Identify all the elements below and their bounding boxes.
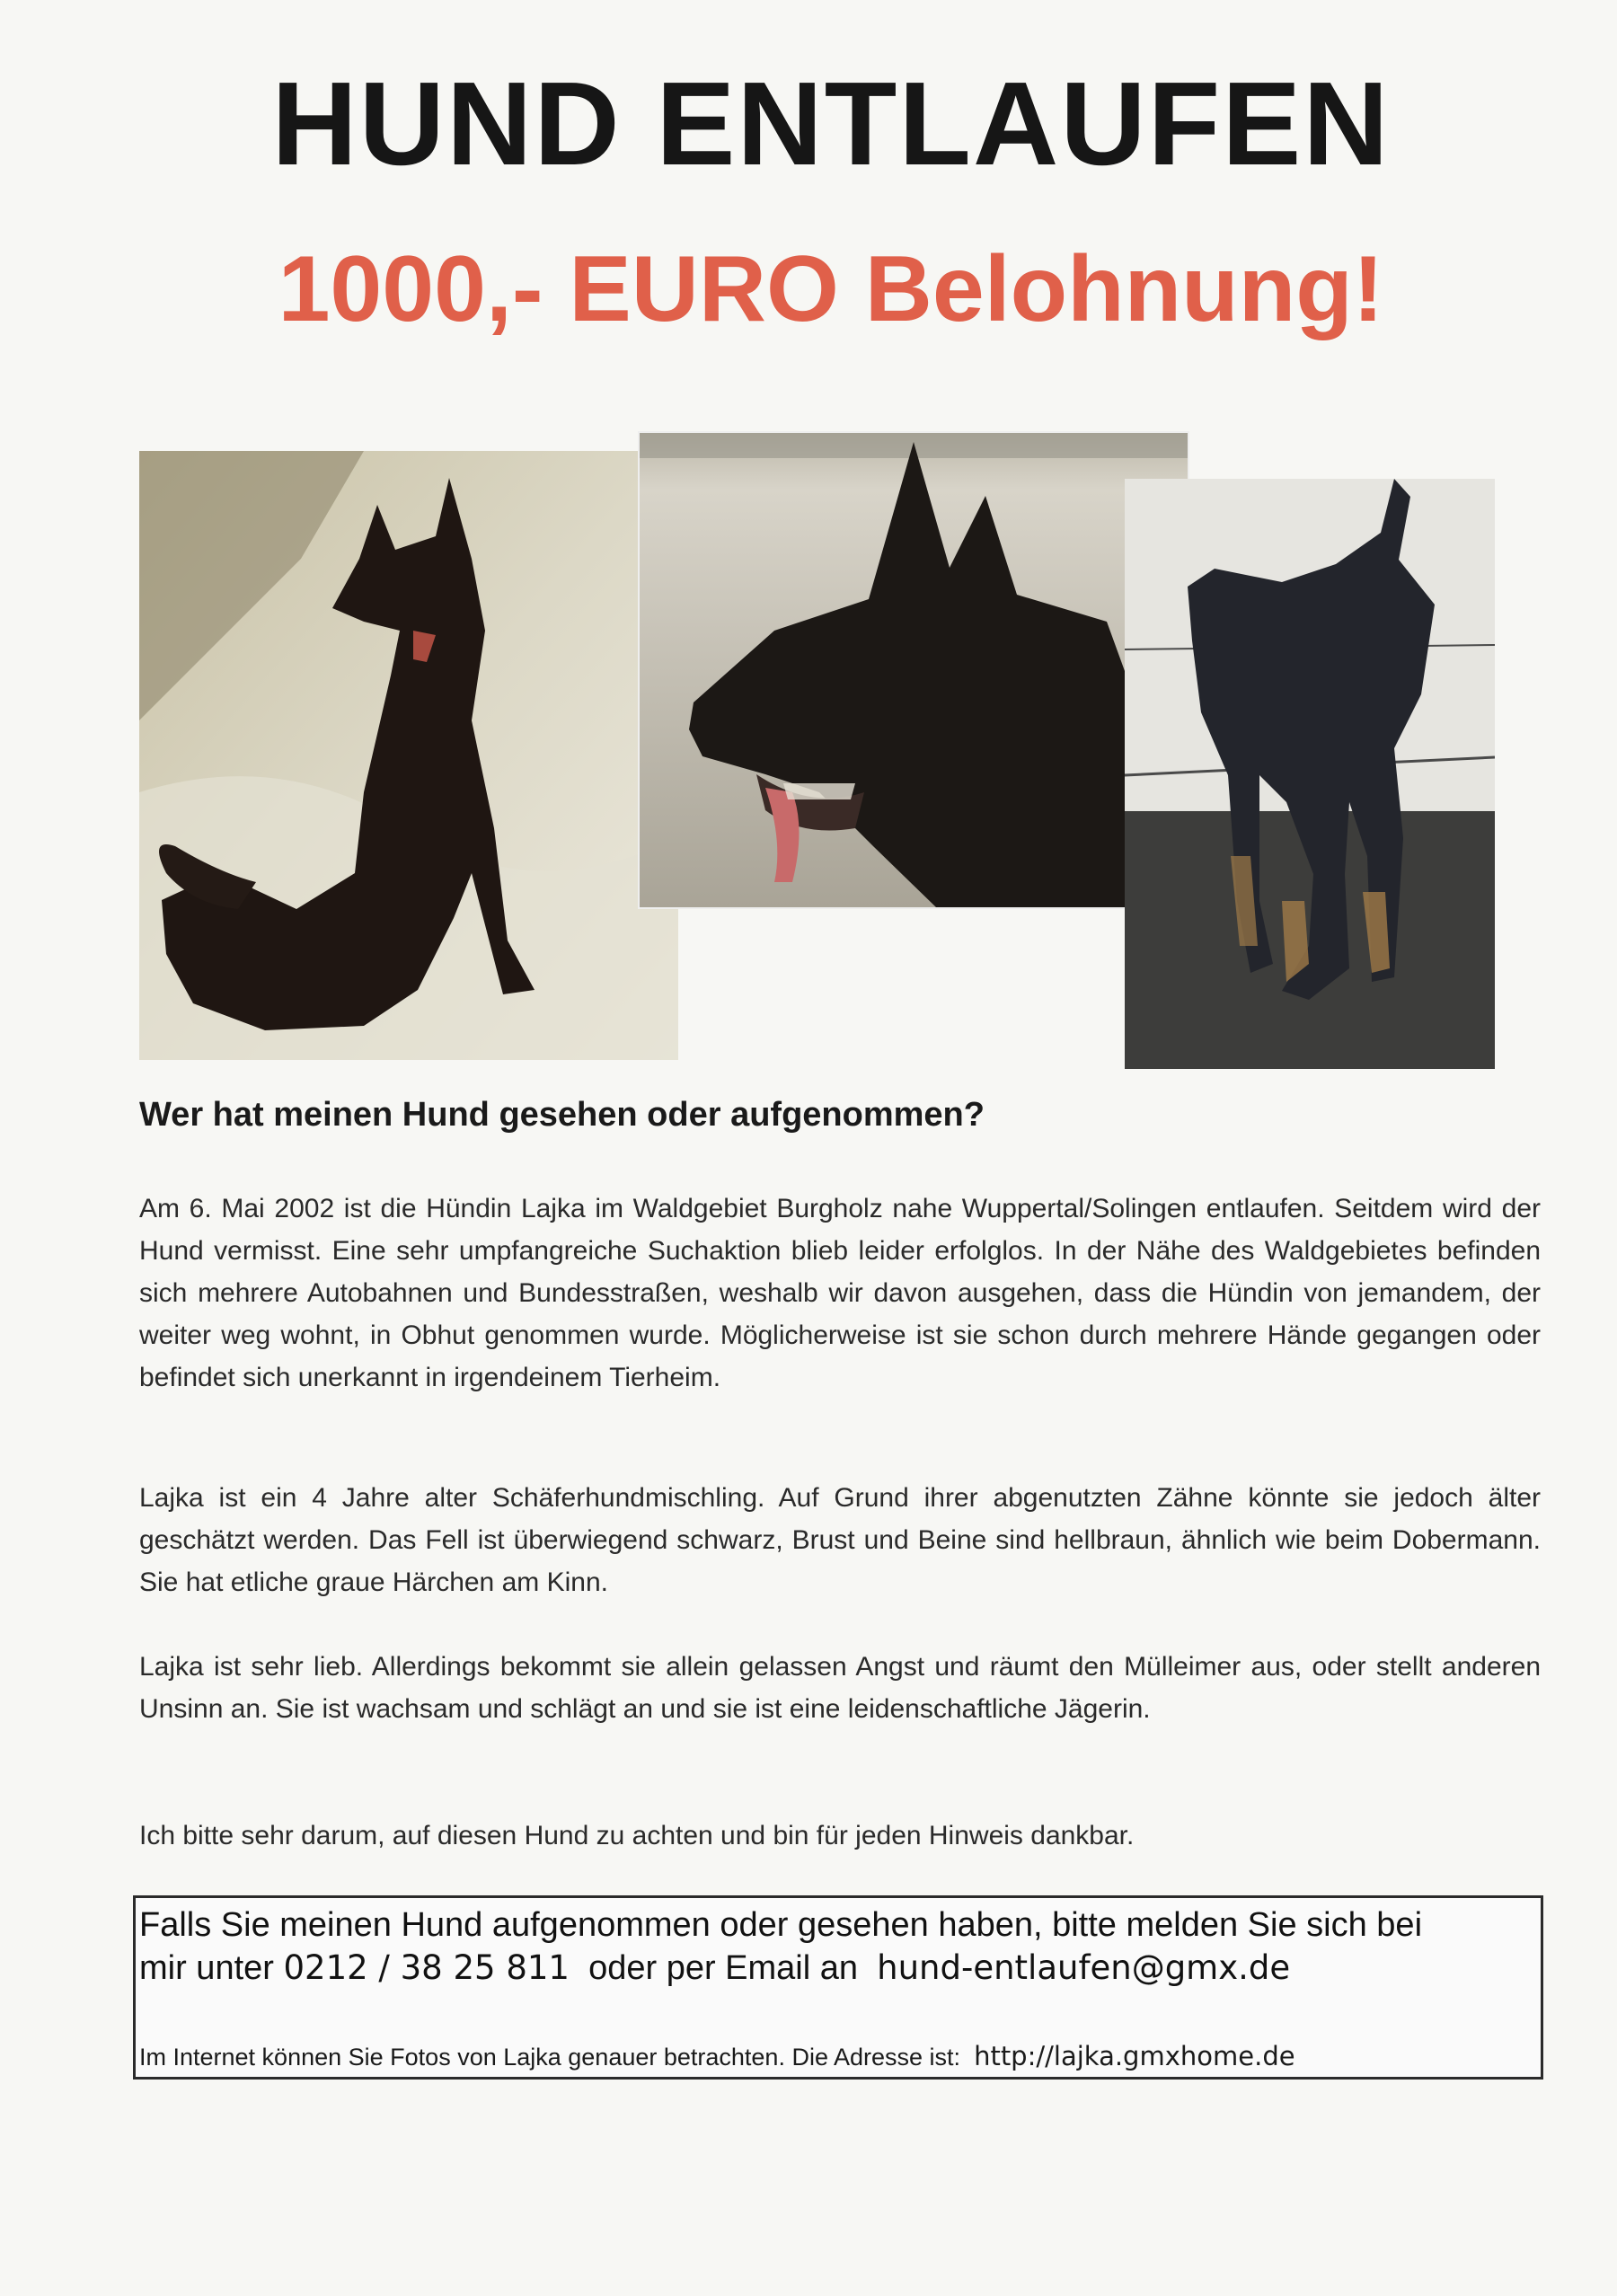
reward-line: 1000,- EURO Belohnung!: [278, 237, 1384, 341]
contact-mid: oder per Email an: [588, 1949, 859, 1987]
dog-standing-photo: [1125, 479, 1495, 1069]
phone-number[interactable]: 0212 / 38 25 811: [283, 1948, 570, 1987]
paragraph-character: Lajka ist sehr lieb. Allerdings bekommt sie allein gelassen Angst und räumt den Mülleimer aus, oder stellt anderen Unsinn an. Sie ist wachsam und schlägt an und sie ist eine leidenschaftliche Jägerin.: [139, 1652, 1541, 1724]
website-link[interactable]: http://lajka.gmxhome.de: [974, 2041, 1295, 2071]
email-link[interactable]: hund-entlaufen@gmx.de: [877, 1948, 1291, 1987]
url-intro: Im Internet können Sie Fotos von Lajka genauer betrachten. Die Adresse ist:: [139, 2044, 961, 2071]
paragraph-description: Lajka ist ein 4 Jahre alter Schäferhundmischling. Auf Grund ihrer abgenutzten Zähne könnte sie jedoch älter geschätzt werden. Das Fell ist überwiegend schwarz, Brust und Beine sind hellbraun, ähnlich wie beim Dobermann. Sie hat etliche graue Härchen am Kinn.: [139, 1483, 1541, 1597]
paragraph-request: Ich bitte sehr darum, auf diesen Hund zu achten und bin für jeden Hinweis dankbar.: [139, 1821, 1135, 1850]
dog-head-photo: [638, 431, 1189, 909]
dog-sitting-photo: [139, 451, 678, 1060]
paragraph-disappearance: Am 6. Mai 2002 ist die Hündin Lajka im Waldgebiet Burgholz nahe Wuppertal/Solingen entlaufen. Seitdem wird der Hund vermisst. Eine sehr umpfangreiche Suchaktion blieb leider erfolglos. In der Nähe des Waldgebietes befinden sich mehrere Autobahnen und Bundesstraßen, weshalb wir davon ausgehen, dass die Hündin von jemandem, der weiter weg wohnt, in Obhut genommen wurde. Möglicherweise ist sie schon durch mehrere Hände gegangen oder befindet sich unerkannt in irgendeinem Tierheim.: [139, 1194, 1541, 1392]
question-heading: Wer hat meinen Hund gesehen oder aufgenommen?: [139, 1096, 985, 1134]
contact-prefix: mir unter: [139, 1949, 274, 1987]
headline: HUND ENTLAUFEN: [271, 57, 1391, 190]
contact-line-1: Falls Sie meinen Hund aufgenommen oder gesehen haben, bitte melden Sie sich bei: [139, 1906, 1423, 1944]
contact-line-2: [139, 1947, 1537, 1990]
contact-box: [133, 1895, 1543, 2080]
url-line: [139, 2041, 1295, 2071]
